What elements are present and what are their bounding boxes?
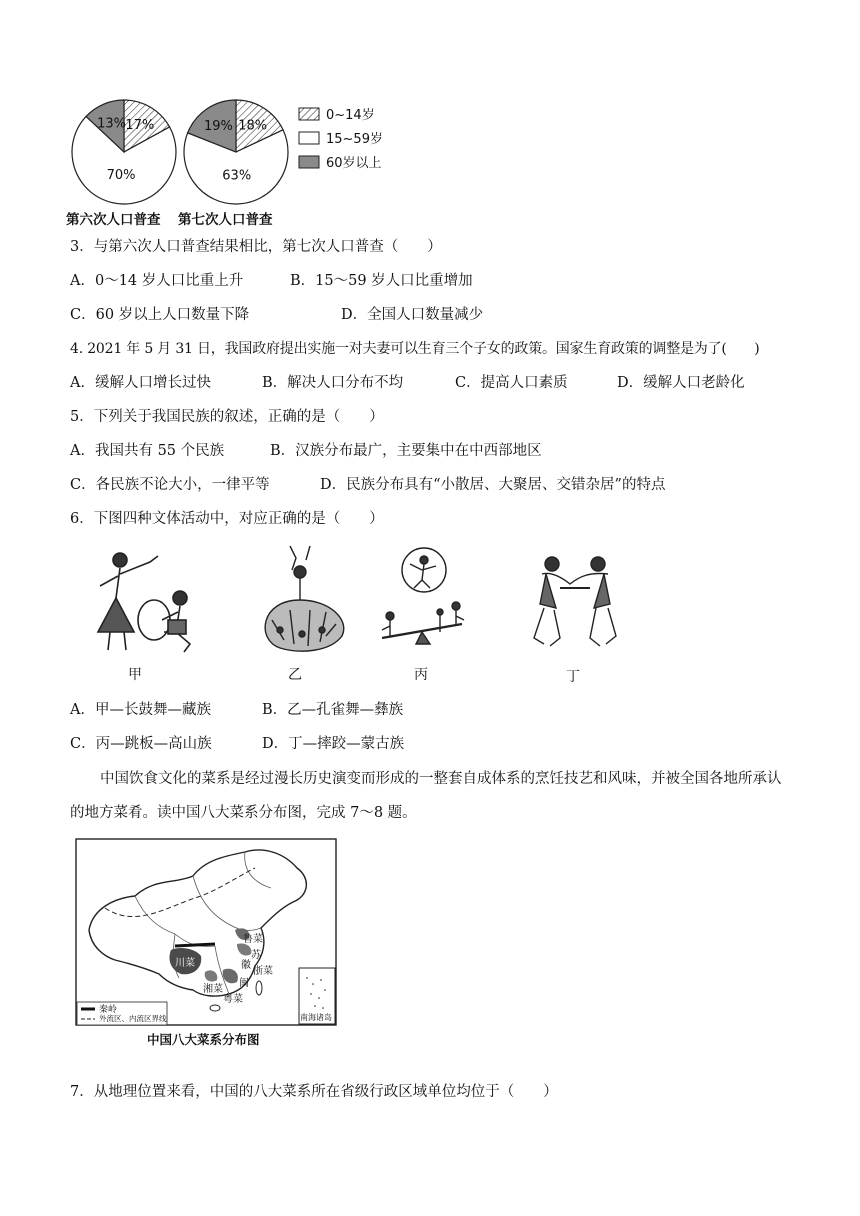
q5-stem: 5．下列关于我国民族的叙述，正确的是（ ） [70,409,384,425]
china-cuisine-map [75,838,337,1047]
q5-option-b[interactable]: B．汉族分布最广，主要集中在中西部地区 [270,443,542,459]
map-caption: 中国八大菜系分布图 [147,1032,260,1047]
sketch-label-bing: 丙 [414,667,428,683]
map-label-su: 苏 [251,950,261,961]
sketch-bing-springboard-icon [372,540,472,658]
map-inset-label: 南海诸岛 [300,1013,332,1022]
legend-label: 0~14岁 [326,108,375,123]
pie-slice-label: 70% [106,168,136,184]
pie-charts-svg [66,92,296,212]
pie-slice-label: 18% [238,118,268,134]
map-label-hui: 徽 [241,960,251,971]
population-pie-figure [66,92,396,232]
map-label-lu: 鲁菜 [243,934,263,945]
map-label-zhe: 浙菜 [253,966,273,977]
folk-activities-figure [80,540,640,685]
legend-label: 60岁以上 [326,156,382,171]
q3-option-b[interactable]: B．15～59 岁人口比重增加 [290,273,473,289]
legend-item-15-59 [298,128,398,152]
legend-label: 15~59岁 [326,132,383,147]
q6-option-d[interactable]: D．丁—摔跤—蒙古族 [262,736,405,752]
pie-slice-label: 19% [204,119,233,135]
q3-stem: 3．与第六次人口普查结果相比，第七次人口普查（ ） [70,239,442,255]
pie-caption-sixth: 第六次人口普查 [66,212,161,228]
pie-slice-label: 63% [222,168,252,184]
map-label-yue: 粤菜 [223,994,243,1005]
q4-option-b[interactable]: B．解决人口分布不均 [262,375,404,391]
pie-slice-label: 17% [125,118,155,134]
q5-option-d[interactable]: D．民族分布具有“小散居、大聚居、交错杂居”的特点 [320,477,666,493]
q5-option-a[interactable]: A．我国共有 55 个民族 [70,443,225,459]
map-label-chuan: 川菜 [175,958,195,969]
q7-stem: 7．从地理位置来看，中国的八大菜系所在省级行政区域单位均位于（ ） [70,1084,558,1100]
q3-option-a[interactable]: A．0～14 岁人口比重上升 [70,273,244,289]
q6-stem: 6．下图四种文体活动中，对应正确的是（ ） [70,511,384,527]
pie-legend [298,104,398,176]
q3-option-c[interactable]: C．60 岁以上人口数量下降 [70,307,250,323]
sketch-jia-dance-icon [80,540,200,658]
legend-swatch-white [298,131,320,145]
map-label-xiang: 湘菜 [203,984,223,995]
legend-swatch-gray [298,155,320,169]
sketch-label-jia: 甲 [128,667,142,683]
legend-swatch-hatched [298,107,320,121]
q4-option-c[interactable]: C．提高人口素质 [455,375,568,391]
q6-option-a[interactable]: A．甲—长鼓舞—藏族 [70,702,211,718]
q6-option-b[interactable]: B．乙—孔雀舞—彝族 [262,702,404,718]
map-legend-boundary: 外流区、内流区界线 [99,1014,167,1023]
pie-caption-seventh: 第七次人口普查 [178,212,273,228]
cuisine-passage: 中国饮食文化的菜系是经过漫长历史演变而形成的一整套自成体系的烹饪技艺和风味，并被全国各地所承认的地方菜肴。读中国八大菜系分布图，完成 7～8 题。 [70,771,782,821]
sketch-label-ding: 丁 [566,669,580,685]
q4-option-a[interactable]: A．缓解人口增长过快 [70,375,211,391]
legend-item-60plus [298,152,398,176]
q4-stem: 4. 2021 年 5 月 31 日，我国政府提出实施一对夫妻可以生育三个子女的政策。国家生育政策的调整是为了( ) [70,341,760,357]
pie-slice-label: 13% [97,116,127,132]
q4-option-d[interactable]: D．缓解人口老龄化 [617,375,745,391]
map-legend-qinling: 秦岭 [99,1005,118,1015]
sketch-label-yi: 乙 [288,667,302,683]
sketch-ding-wrestling-icon [520,548,630,666]
q3-option-d[interactable]: D．全国人口数量减少 [341,307,484,323]
q6-option-c[interactable]: C．丙—跳板—高山族 [70,736,212,752]
china-map-svg [75,838,337,1028]
legend-item-0-14 [298,104,398,128]
map-label-min: 闽 [239,978,249,989]
sketch-yi-peacock-icon [250,540,360,658]
q5-option-c[interactable]: C．各民族不论大小，一律平等 [70,477,270,493]
